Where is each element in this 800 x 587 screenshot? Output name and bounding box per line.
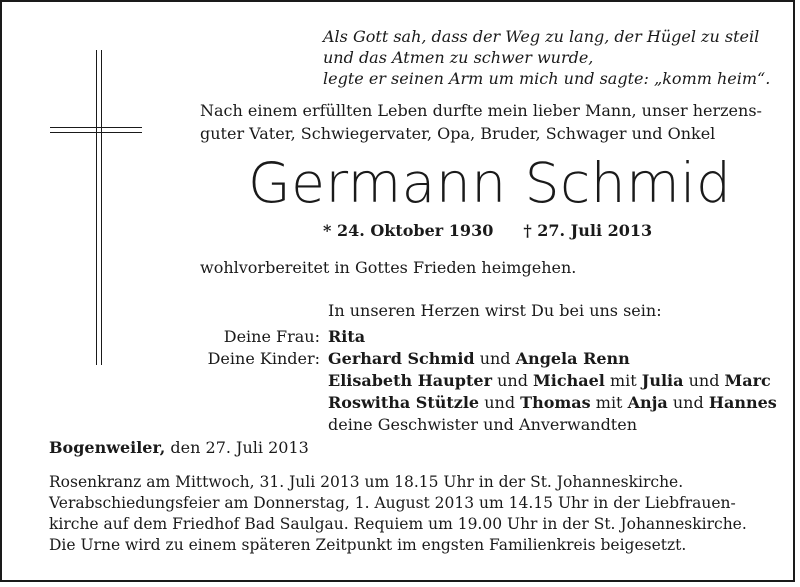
birth-date: * 24. Oktober 1930 — [323, 221, 494, 240]
motto-quote — [323, 26, 770, 89]
conjunction: mit — [609, 371, 637, 390]
place-name: Bogenweiler, — [49, 438, 166, 457]
notes-line: Verabschiedungsfeier am Donnerstag, 1. August 2013 um 14.15 Uhr in der Liebfrauen- — [49, 494, 736, 512]
grandchild-name: Julia — [641, 371, 684, 390]
wife-name: Rita — [328, 327, 366, 346]
partner-name: Angela Renn — [515, 349, 630, 368]
service-notes — [49, 472, 747, 556]
notice-date: den 27. Juli 2013 — [170, 438, 309, 457]
intro-text — [200, 99, 762, 145]
notes-line: kirche auf dem Friedhof Bad Saulgau. Requiem um 19.00 Uhr in der St. Johanneskirche. — [49, 515, 747, 533]
notes-line: Die Urne wird zu einem späteren Zeitpunkt im engsten Familienkreis beigesetzt. — [49, 536, 687, 554]
family-row — [200, 348, 777, 370]
family-row — [200, 326, 777, 348]
motto-line: und das Atmen zu schwer wurde, — [323, 48, 594, 67]
conjunction: und — [688, 371, 720, 390]
life-dates — [323, 219, 652, 242]
cross-icon-bar — [50, 127, 142, 133]
grandchild-name: Marc — [724, 371, 771, 390]
partner-name: Thomas — [520, 393, 591, 412]
place-date — [49, 437, 309, 459]
conjunction: und — [497, 371, 528, 390]
partner-name: Michael — [533, 371, 605, 390]
conjunction: und — [479, 349, 511, 368]
child-name: Gerhard Schmid — [328, 349, 475, 368]
family-list — [200, 326, 777, 436]
conjunction: und — [672, 393, 704, 412]
wife-label: Deine Frau: — [223, 327, 320, 346]
closing-text: wohlvorbereitet in Gottes Frieden heimgehen. — [200, 258, 577, 277]
motto-line: legte er seinen Arm um mich und sagte: „komm heim“. — [323, 69, 771, 88]
child-name: Roswitha Stützle — [328, 393, 480, 412]
grandchild-name: Anja — [627, 393, 668, 412]
family-row — [200, 414, 777, 436]
heart-line: In unseren Herzen wirst Du bei uns sein: — [328, 301, 662, 320]
family-row — [200, 370, 777, 392]
deceased-name: Germann Schmid — [248, 151, 732, 215]
relatives-text: deine Geschwister und Anverwandten — [328, 415, 638, 434]
children-label: Deine Kinder: — [207, 349, 320, 368]
conjunction: mit — [595, 393, 623, 412]
notes-line: Rosenkranz am Mittwoch, 31. Juli 2013 um 18.15 Uhr in der St. Johanneskirche. — [49, 473, 684, 491]
motto-line: Als Gott sah, dass der Weg zu lang, der Hügel zu steil — [323, 27, 760, 46]
child-name: Elisabeth Haupter — [328, 371, 492, 390]
cross-icon — [96, 50, 102, 365]
intro-line: Nach einem erfüllten Leben durfte mein lieber Mann, unser herzens- — [200, 101, 762, 120]
grandchild-name: Hannes — [708, 393, 777, 412]
intro-line: guter Vater, Schwiegervater, Opa, Bruder, Schwager und Onkel — [200, 124, 716, 143]
conjunction: und — [484, 393, 516, 412]
death-date: † 27. Juli 2013 — [523, 221, 653, 240]
family-row — [200, 392, 777, 414]
